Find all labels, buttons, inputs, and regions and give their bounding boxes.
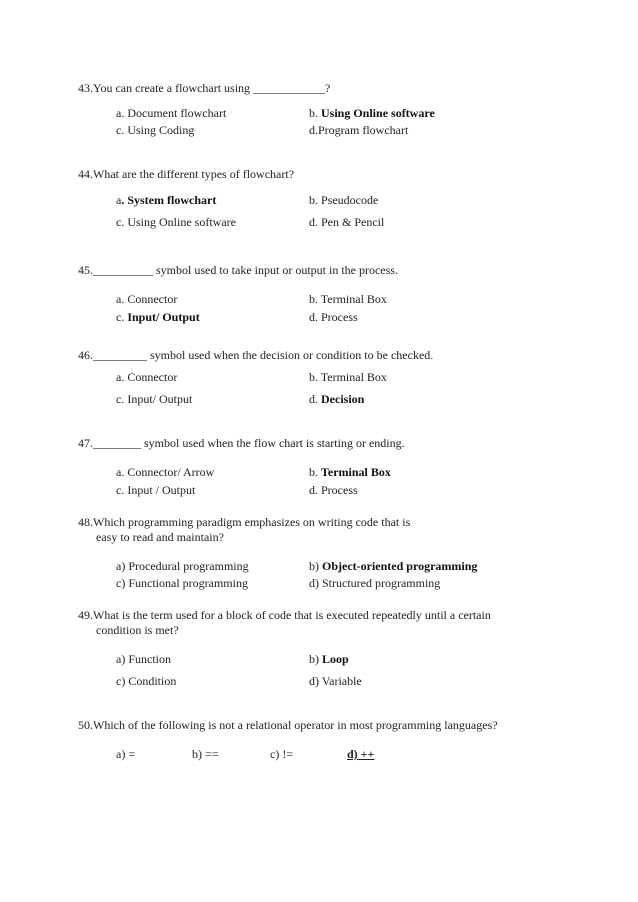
q44-option-c: c. Using Online software (116, 215, 236, 229)
q46-option-d-prefix: d. (309, 392, 321, 406)
q50-option-b: b) == (192, 747, 219, 761)
question-49-line-1: 49.What is the term used for a block of code that is executed repeatedly until a certain (78, 608, 491, 622)
q50-option-c: c) != (270, 747, 294, 761)
q48-option-a: a) Procedural programming (116, 559, 249, 573)
q43-option-b-answer: Using Online software (321, 106, 435, 120)
q43-option-d: d.Program flowchart (309, 123, 409, 137)
q49-option-c: c) Condition (116, 674, 177, 688)
q49-option-a: a) Function (116, 652, 171, 666)
q48-option-d: d) Structured programming (309, 576, 441, 590)
q46-option-b: b. Terminal Box (309, 370, 387, 384)
q43-option-b-prefix: b. (309, 106, 321, 120)
q48-option-c: c) Functional programming (116, 576, 248, 590)
question-43: 43.You can create a flowchart using ____________? (78, 81, 331, 95)
q50-option-a: a) = (116, 747, 136, 761)
q49-option-d: d) Variable (309, 674, 362, 688)
q47-option-d: d. Process (309, 483, 358, 497)
q45-option-a: a. Connector (116, 292, 178, 306)
q46-option-d (309, 390, 364, 408)
q45-option-c-answer: Input/ Output (127, 310, 200, 324)
q44-option-a-prefix: a (116, 193, 122, 207)
q47-option-b-answer: Terminal Box (321, 465, 391, 479)
question-47: 47.________ symbol used when the flow chart is starting or ending. (78, 436, 405, 450)
q44-option-a (116, 191, 216, 209)
q48-option-b (309, 557, 477, 575)
q45-option-c-prefix: c. (116, 310, 128, 324)
q47-option-a: a. Connector/ Arrow (116, 465, 215, 479)
q44-option-a-answer: . System flowchart (121, 193, 217, 207)
q46-option-d-answer: Decision (321, 392, 365, 406)
q45-option-d: d. Process (309, 310, 358, 324)
question-46: 46._________ symbol used when the decision or condition to be checked. (78, 348, 434, 362)
question-48-line-1: 48.Which programming paradigm emphasizes on writing code that is (78, 515, 411, 529)
q45-option-c (116, 308, 200, 326)
question-44: 44.What are the different types of flowchart? (78, 167, 295, 181)
q48-option-b-answer: Object-oriented programming (322, 559, 478, 573)
q43-option-a: a. Document flowchart (116, 106, 227, 120)
question-50: 50.Which of the following is not a relational operator in most programming languages? (78, 718, 498, 732)
q43-option-b (309, 104, 435, 122)
q46-option-c: c. Input/ Output (116, 392, 193, 406)
q47-option-c: c. Input / Output (116, 483, 196, 497)
question-49-line-2: condition is met? (96, 623, 179, 637)
q43-option-c: c. Using Coding (116, 123, 195, 137)
q46-option-a: a. Connector (116, 370, 178, 384)
q49-option-b (309, 650, 349, 668)
question-48-line-2: easy to read and maintain? (96, 530, 224, 544)
q44-option-b: b. Pseudocode (309, 193, 379, 207)
q49-option-b-prefix: b) (309, 652, 322, 666)
q50-option-d-answer: d) ++ (347, 747, 375, 761)
question-45: 45.__________ symbol used to take input or output in the process. (78, 263, 398, 277)
q47-option-b-prefix: b. (309, 465, 321, 479)
q49-option-b-answer: Loop (322, 652, 349, 666)
q45-option-b: b. Terminal Box (309, 292, 387, 306)
q48-option-b-prefix: b) (309, 559, 322, 573)
q47-option-b (309, 463, 391, 481)
q44-option-d: d. Pen & Pencil (309, 215, 385, 229)
